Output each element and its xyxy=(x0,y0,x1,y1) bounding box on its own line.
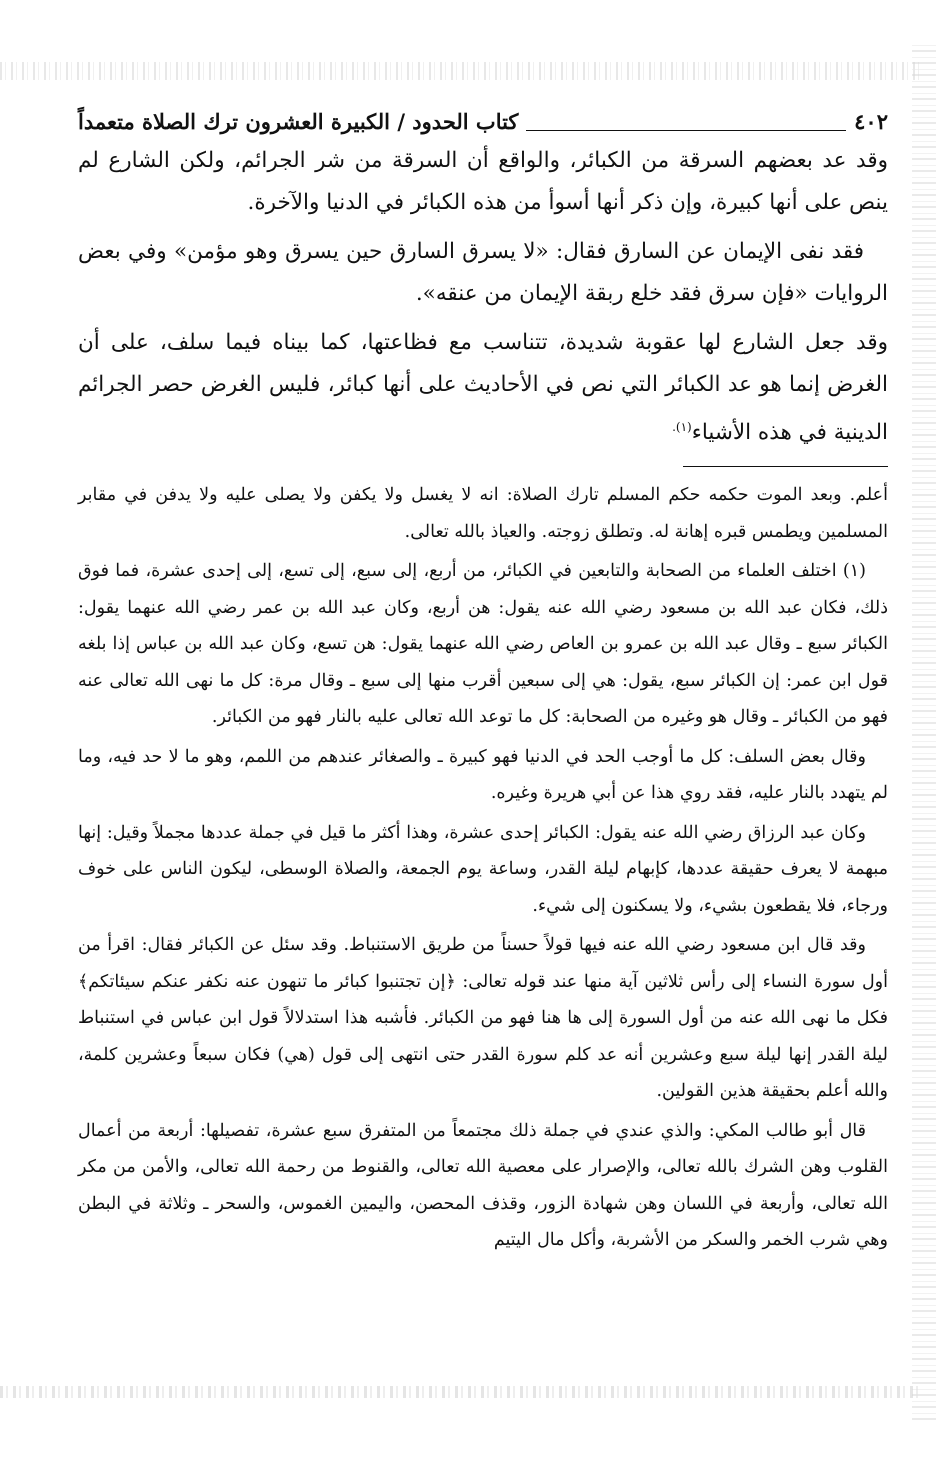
main-text xyxy=(78,140,888,454)
book-page xyxy=(78,104,888,1262)
main-paragraph-3-text: وقد جعل الشارع لها عقوبة شديدة، تتناسب مع فظاعتها، كما بيناه فيما سلف، على أن الغرض إنما هو عد الكبائر التي نص في الأحاديث على أنها كبائر، فليس الغرض حصر الجرائم الدينية في هذه الأشياء xyxy=(78,330,888,446)
footnote-paragraph-4: وقد قال ابن مسعود رضي الله عنه فيها قولاً حسناً من طريق الاستنباط. وقد سئل عن الكبائر فقال: اقرأ من أول سورة النساء إلى رأس ثلاثين آية منها عند قوله تعالى: ﴿إن تجتنبوا كبائر ما تنهون عنه نكفر عنكم سيئاتكم﴾ فكل ما نهى الله عنه من أول السورة إلى ها هنا فهو من الكبائر. فأشبه هذا استدلالاً قول ابن عباس في استنباط ليلة القدر إنها ليلة سبع وعشرين أنه عد كلم سورة القدر حتى انتهى إلى قول (هي) فكان سبعاً وعشرين كلمة، والله أعلم بحقيقة هذين القولين. xyxy=(78,935,888,1102)
running-head-title: كتاب الحدود / الكبيرة العشرون ترك الصلاة متعمداً xyxy=(78,109,519,134)
page-number: ٤٠٢ xyxy=(854,109,888,134)
scan-noise-right xyxy=(912,40,936,1420)
scan-noise-top xyxy=(0,62,920,80)
main-paragraph-2: فقد نفى الإيمان عن السارق فقال: «لا يسرق السارق حين يسرق وهو مؤمن» وفي بعض الروايات «فإن سرق فقد خلع ربقة الإيمان من عنقه». xyxy=(78,239,888,306)
main-paragraph-1: وقد عد بعضهم السرقة من الكبائر، والواقع أن السرقة من شر الجرائم، ولكن الشارع لم ينص على أنها كبيرة، وإن ذكر أنها أسوأ من هذه الكبائر في الدنيا والآخرة. xyxy=(78,148,888,215)
scan-noise-bottom xyxy=(0,1386,920,1398)
footnote-paragraph-5: قال أبو طالب المكي: والذي عندي في جملة ذلك مجتمعاً من المتفرق سبع عشرة، تفصيلها: أربعة من أعمال القلوب وهن الشرك بالله تعالى، والإصرار على معصية الله تعالى، والقنوط من رحمة الله تعالى، والأمن من مكر الله تعالى، وأربعة في اللسان وهن شهادة الزور، وقذف المحصن، واليمين الغموس، والسحر ـ وثلاثة في البطن وهي شرب الخمر والسكر من الأشربة، وأكل مال اليتيم xyxy=(78,1120,888,1251)
footnote-paragraph-2: وقال بعض السلف: كل ما أوجب الحد في الدنيا فهو كبيرة ـ والصغائر عندهم من اللمم، وهو ما لا حد فيه، وما لم يتهدد بالنار عليه، فقد روي هذا عن أبي هريرة وغيره. xyxy=(78,746,888,804)
footnote-reference: (١). xyxy=(672,420,692,434)
footnote-separator xyxy=(683,466,888,467)
main-paragraph-3 xyxy=(78,322,888,454)
running-head-rule xyxy=(526,130,846,131)
footnote-continuation: أعلم. وبعد الموت حكمه حكم المسلم تارك الصلاة: انه لا يغسل ولا يكفن ولا يصلى عليه ولا يدفن في مقابر المسلمين ويطمس قبره إهانة له. وتطلق زوجته. والعياذ بالله تعالى. xyxy=(78,485,888,542)
footnotes xyxy=(78,477,888,1259)
footnote-1: (١) اختلف العلماء من الصحابة والتابعين في الكبائر، من أربع، إلى سبع، إلى تسع، إلى إحدى عشرة، فما فوق ذلك، فكان عبد الله بن مسعود رضي الله عنه يقول: هن أربع، وكان عبد الله بن عمر رضي الله عنهما يقول: الكبائر سبع ـ وقال عبد الله بن عمرو بن العاص رضي الله عنهما يقول: هن تسع، وكان عبد الله بن عباس إذا بلغه قول ابن عمر: إن الكبائر سبع، يقول: هي إلى سبعين أقرب منها إلى سبع ـ وقال مرة: كل ما نهى الله تعالى عنه فهو من الكبائر ـ وقال هو وغيره من الصحابة: كل ما توعد الله تعالى عليه بالنار فهو من الكبائر. xyxy=(78,561,888,728)
footnote-paragraph-3: وكان عبد الرزاق رضي الله عنه يقول: الكبائر إحدى عشرة، وهذا أكثر ما قيل في جملة عددها مجملاً وقيل: إنها مبهمة لا يعرف حقيقة عددها، كإبهام ليلة القدر، وساعة يوم الجمعة، والصلاة الوسطى، ليكون الناس على خوف ورجاء، فلا يقطعون بشيء، ولا يسكنون إلى شيء. xyxy=(78,822,888,916)
running-head xyxy=(78,104,888,140)
